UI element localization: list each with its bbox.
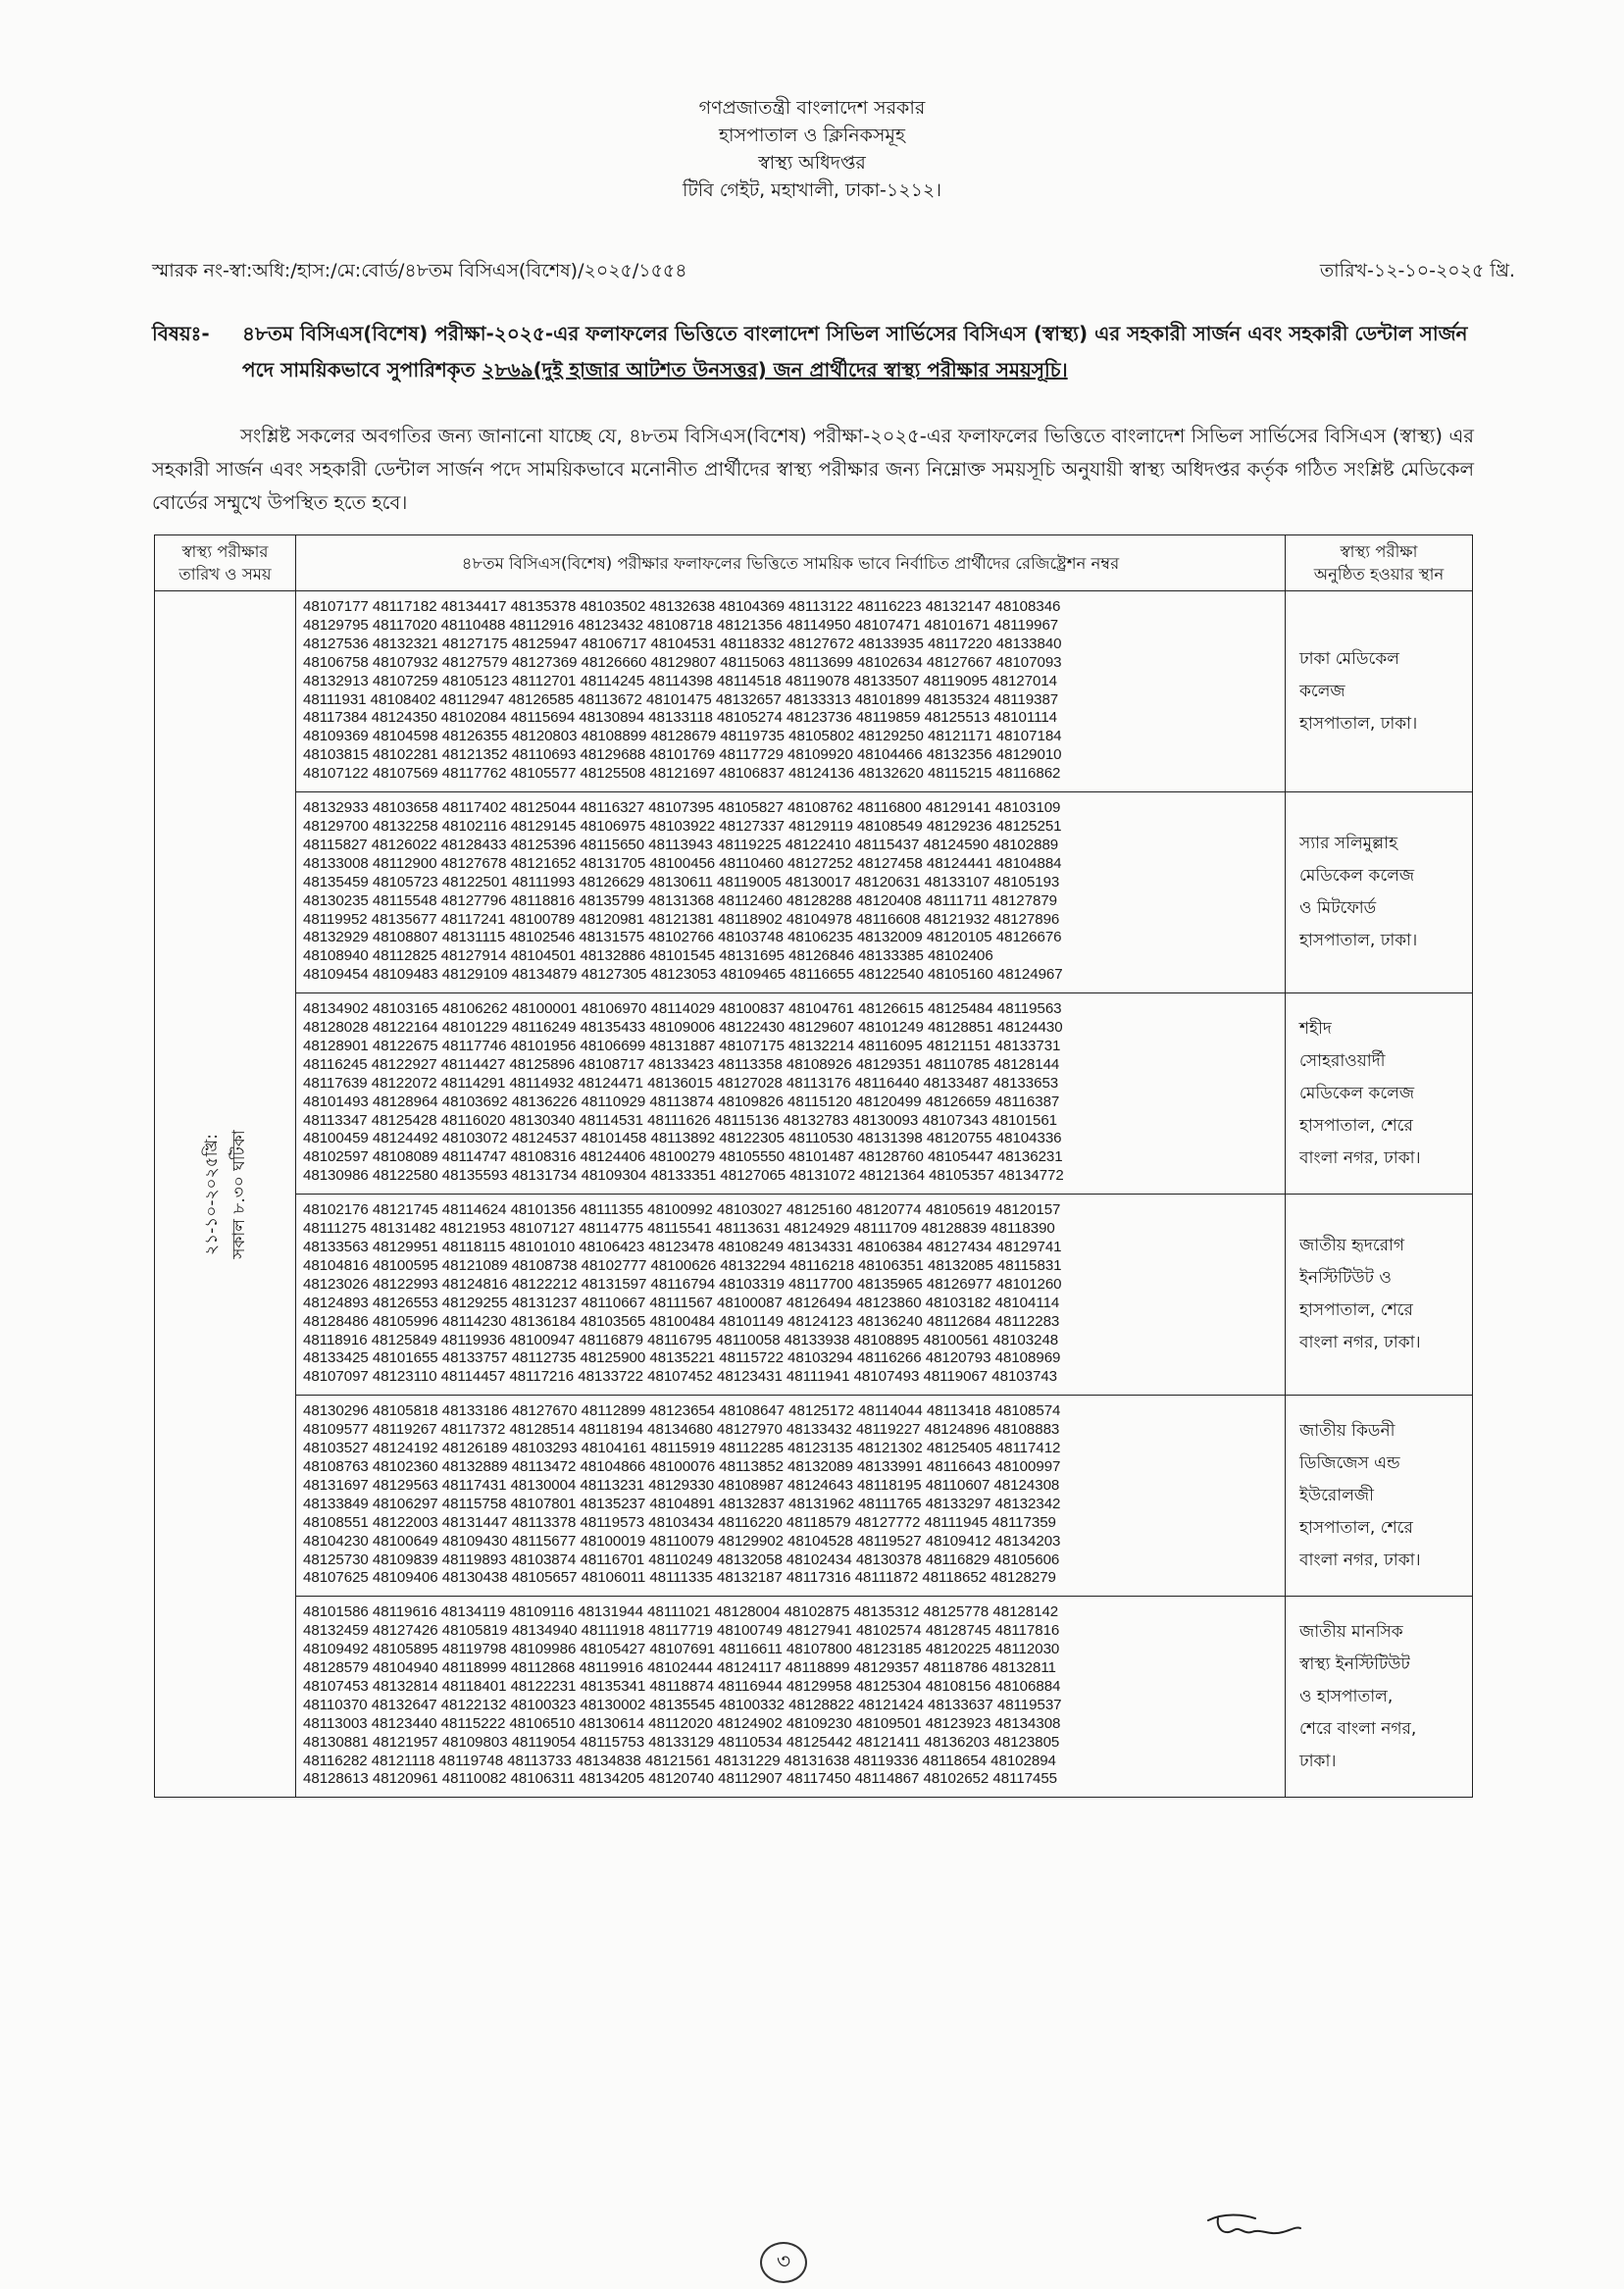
- registration-number-line: 48133008 48112900 48127678 48121652 48131705 48100456 48110460 48127252 48127458 48124441 48104884: [303, 854, 1062, 872]
- exam-venue-line: স্যার সলিমুল্লাহ: [1299, 834, 1397, 854]
- exam-venue-cell: [1286, 1597, 1473, 1798]
- registration-number-line: 48110370 48132647 48122132 48100323 48130002 48135545 48100332 48128822 48121424 48133637 48119537: [303, 1696, 1062, 1713]
- registration-number-line: 48108551 48122003 48131447 48113378 48119573 48103434 48116220 48118579 48127772 48111945 48117359: [303, 1513, 1056, 1531]
- exam-venue-line: ইনস্টিটিউট ও: [1299, 1268, 1392, 1289]
- registration-number-line: 48132459 48127426 48105819 48134940 48111918 48117719 48100749 48127941 48102574 48128745 48117816: [303, 1622, 1060, 1640]
- registration-number-line: 48133425 48101655 48133757 48112735 48125900 48135221 48115722 48103294 48116266 48120793 48108969: [303, 1349, 1061, 1367]
- exam-venue-line: শহীদ: [1299, 1018, 1332, 1039]
- exam-venue-line: স্বাস্থ্য ইনস্টিটিউট: [1299, 1653, 1410, 1674]
- registration-numbers-cell: [296, 993, 1286, 1195]
- header-place: স্বাস্থ্য পরীক্ষা অনুষ্ঠিত হওয়ার স্থান: [1286, 535, 1473, 591]
- registration-number-line: 48102597 48108089 48114747 48108316 48124406 48100279 48105550 48101487 48128760 48105447 48136231: [303, 1148, 1063, 1166]
- exam-venue-line: হাসপাতাল, শেরে: [1299, 1115, 1413, 1136]
- subject-main: ৪৮তম বিসিএস(বিশেষ) পরীক্ষা-২০২৫-এর ফলাফলের ভিত্তিতে বাংলাদেশ সিভিল সার্ভিসের বিসিএস (স্বাস্থ্য) এর সহকারী সার্জন এবং সহকারী ডেন্টাল সার্জন পদে সাময়িকভাবে সুপারিশকৃত: [242, 322, 1468, 382]
- registration-number-line: 48113003 48123440 48115222 48106510 48130614 48112020 48124902 48109230 48109501 48123923 48134308: [303, 1714, 1061, 1732]
- registration-number-line: 48107122 48107569 48117762 48105577 48125508 48121697 48106837 48124136 48132620 48115215 48116862: [303, 765, 1061, 783]
- registration-numbers-cell: [296, 1597, 1286, 1798]
- registration-number-line: 48115827 48126022 48128433 48125396 48115650 48113943 48119225 48122410 48115437 48124590 48102889: [303, 836, 1059, 853]
- exam-venue-cell: [1286, 993, 1473, 1195]
- registration-number-line: 48133563 48129951 48118115 48101010 48106423 48123478 48108249 48134331 48106384 48127434 48129741: [303, 1239, 1062, 1255]
- registration-number-line: 48101586 48119616 48134119 48109116 48131944 48111021 48128004 48102875 48135312 48125778 48128142: [303, 1603, 1059, 1621]
- exam-venue-cell: [1286, 591, 1473, 792]
- subject-block: [152, 316, 1471, 388]
- exam-venue-line: ও মিটফোর্ড: [1299, 898, 1377, 919]
- registration-numbers-cell: [296, 591, 1286, 792]
- registration-number-line: 48106758 48107932 48127579 48127369 48126660 48129807 48115063 48113699 48102634 48127667 48107093: [303, 653, 1062, 671]
- registration-number-line: 48108940 48112825 48127914 48104501 48132886 48101545 48131695 48126846 48133385 48102406: [303, 947, 993, 965]
- registration-number-line: 48128486 48105996 48114230 48136184 48103565 48100484 48101149 48124123 48136240 48112684 48112283: [303, 1312, 1060, 1330]
- registration-number-line: 48124893 48126553 48129255 48131237 48110667 48111567 48100087 48126494 48123860 48103182 48104114: [303, 1294, 1060, 1311]
- registration-number-line: 48113347 48125428 48116020 48130340 48114531 48111626 48115136 48132783 48130093 48107343 48101561: [303, 1111, 1058, 1129]
- registration-number-line: 48104816 48100595 48121089 48108738 48102777 48100626 48132294 48116218 48106351 48132085 48115831: [303, 1256, 1062, 1274]
- exam-venue-line: হাসপাতাল, ঢাকা।: [1299, 931, 1418, 951]
- registration-number-line: 48130881 48121957 48109803 48119054 48115753 48133129 48110534 48125442 48121411 48136203 48123805: [303, 1733, 1060, 1751]
- memo-reference: স্মারক নং-স্বা:অধি:/হাস:/মে:বোর্ড/৪৮তম বিসিএস(বিশেষ)/২০২৫/১৫৫৪: [152, 260, 687, 281]
- signature: [1204, 2207, 1302, 2244]
- registration-number-line: 48135459 48105723 48122501 48111993 48126629 48130611 48119005 48130017 48120631 48133107 48105193: [303, 873, 1060, 890]
- registration-number-line: 48109369 48104598 48126355 48120803 48108899 48128679 48119735 48105802 48129250 48121171 48107184: [303, 728, 1062, 745]
- exam-venue-line: ডিজিজেস এন্ড: [1299, 1452, 1400, 1473]
- office-header: [0, 94, 1624, 204]
- header-date-time: স্বাস্থ্য পরীক্ষার তারিখ ও সময়: [155, 535, 296, 591]
- registration-number-line: 48109492 48105895 48119798 48109986 48105427 48107691 48116611 48107800 48123185 48120225 48112030: [303, 1641, 1060, 1658]
- exam-venue-line: হাসপাতাল, শেরে: [1299, 1517, 1413, 1538]
- exam-date-time-cell: [155, 591, 296, 1798]
- registration-number-line: 48103815 48102281 48121352 48110693 48129688 48101769 48117729 48109920 48104466 48132356 48129010: [303, 746, 1062, 764]
- registration-numbers-cell: [296, 1396, 1286, 1597]
- exam-time: সকাল ৮.৩০ ঘটিকা: [228, 1129, 249, 1259]
- exam-venue-cell: [1286, 1195, 1473, 1396]
- exam-venue-line: ইউরোলজী: [1299, 1485, 1374, 1505]
- exam-venue-line: ও হাসপাতাল,: [1299, 1686, 1394, 1706]
- subject-underlined: ২৮৬৯(দুই হাজার আটশত উনসত্তর) জন প্রার্থীদের স্বাস্থ্য পরীক্ষার সময়সূচি।: [482, 358, 1068, 382]
- registration-number-line: 48132929 48108807 48131115 48102546 48131575 48102766 48103748 48106235 48132009 48120105 48126676: [303, 929, 1062, 946]
- registration-number-line: 48116245 48122927 48114427 48125896 48108717 48133423 48113358 48108926 48129351 48110785 48128144: [303, 1055, 1060, 1073]
- registration-number-line: 48127536 48132321 48127175 48125947 48106717 48104531 48118332 48127672 48133935 48117220 48133840: [303, 635, 1062, 652]
- registration-number-line: 48123026 48122993 48124816 48122212 48131597 48116794 48103319 48117700 48135965 48126977 48101260: [303, 1275, 1062, 1293]
- registration-number-line: 48132933 48103658 48117402 48125044 48116327 48107395 48105827 48108762 48116800 48129141 48103109: [303, 799, 1061, 817]
- registration-number-line: 48118916 48125849 48119936 48100947 48116879 48116795 48110058 48133938 48108895 48100561 48103248: [303, 1331, 1059, 1348]
- exam-venue-line: মেডিকেল কলেজ: [1299, 1083, 1415, 1103]
- subject-label: বিষয়ঃ-: [152, 322, 210, 345]
- registration-number-line: 48117384 48124350 48102084 48115694 48130894 48133118 48105274 48123736 48119859 48125513 48101114: [303, 709, 1058, 727]
- exam-date-time: [198, 1130, 253, 1259]
- registration-number-line: 48109454 48109483 48129109 48134879 48127305 48123053 48109465 48116655 48122540 48105160 48124967: [303, 966, 1063, 984]
- memo-date: তারিখ-১২-১০-২০২৫ খ্রি.: [1319, 260, 1515, 281]
- header-line: গণপ্রজাতন্ত্রী বাংলাদেশ সরকার: [698, 97, 926, 119]
- table-row: [155, 1597, 1473, 1798]
- registration-number-line: 48111931 48108402 48112947 48126585 48113672 48101475 48132657 48133313 48101899 48135324 48119387: [303, 690, 1059, 708]
- registration-number-line: 48128613 48120961 48110082 48106311 48134205 48120740 48112907 48117450 48114867 48102652 48117455: [303, 1770, 1058, 1788]
- registration-number-line: 48107625 48109406 48130438 48105657 48106011 48111335 48132187 48117316 48111872 48118652 48128279: [303, 1569, 1056, 1587]
- registration-number-line: 48101493 48128964 48103692 48136226 48110929 48113874 48109826 48115120 48120499 48126659 48116387: [303, 1093, 1060, 1110]
- exam-venue-line: বাংলা নগর, ঢাকা।: [1299, 1333, 1421, 1353]
- exam-venue-line: ঢাকা।: [1299, 1751, 1337, 1771]
- registration-number-line: 48109577 48119267 48117372 48128514 48118194 48134680 48127970 48133432 48119227 48124896 48108883: [303, 1421, 1060, 1439]
- table-row: [155, 591, 1473, 792]
- exam-venue-line: হাসপাতাল, ঢাকা।: [1299, 713, 1418, 734]
- body-paragraph: সংশ্লিষ্ট সকলের অবগতির জন্য জানানো যাচ্ছে যে, ৪৮তম বিসিএস(বিশেষ) পরীক্ষা-২০২৫-এর ফলাফলের ভিত্তিতে বাংলাদেশ সিভিল সার্ভিসের বিসিএস (স্বাস্থ্য) এর সহকারী সার্জন এবং সহকারী ডেন্টাল সার্জন পদে সাময়িকভাবে মনোনীত প্রার্থীদের স্বাস্থ্য পরীক্ষার জন্য নিম্নোক্ত সময়সূচি অনুযায়ী স্বাস্থ্য অধিদপ্তর কর্তৃক গঠিত সংশ্লিষ্ট মেডিকেল বোর্ডের সম্মুখে উপস্থিত হতে হবে।: [152, 425, 1474, 514]
- header-registration: ৪৮তম বিসিএস(বিশেষ) পরীক্ষার ফলাফলের ভিত্তিতে সাময়িক ভাবে নির্বাচিত প্রার্থীদের রেজিষ্ট্রেশন নম্বর: [296, 535, 1286, 591]
- registration-number-line: 48104230 48100649 48109430 48115677 48100019 48110079 48129902 48104528 48119527 48109412 48134203: [303, 1532, 1061, 1550]
- header-line: টিবি গেইট, মহাখালী, ঢাকা-১২১২।: [682, 179, 942, 201]
- exam-venue-line: জাতীয় হৃদরোগ: [1299, 1236, 1405, 1256]
- registration-number-line: 48117639 48122072 48114291 48114932 48124471 48136015 48127028 48113176 48116440 48133487 48133653: [303, 1074, 1059, 1092]
- registration-number-line: 48107453 48132814 48118401 48122231 48135341 48118874 48116944 48129958 48125304 48108156 48106884: [303, 1677, 1061, 1695]
- registration-number-line: 48111275 48131482 48121953 48107127 48114775 48115541 48113631 48124929 48111709 48128839 48118390: [303, 1220, 1055, 1238]
- registration-numbers-cell: [296, 792, 1286, 993]
- subject-text: [242, 316, 1471, 388]
- exam-venue-line: জাতীয় কিডনী: [1299, 1420, 1396, 1441]
- exam-venue-line: বাংলা নগর, ঢাকা।: [1299, 1550, 1421, 1570]
- exam-venue-line: কলেজ: [1299, 681, 1345, 701]
- registration-number-line: 48107097 48123110 48114457 48117216 48133722 48107452 48123431 48111941 48107493 48119067 48103743: [303, 1368, 1058, 1386]
- table-header-row: [155, 535, 1473, 591]
- exam-venue-line: জাতীয় মানসিক: [1299, 1621, 1403, 1642]
- registration-number-line: 48129700 48132258 48102116 48129145 48106975 48103922 48127337 48129119 48108549 48129236 48125251: [303, 817, 1062, 835]
- registration-number-line: 48128028 48122164 48101229 48116249 48135433 48109006 48122430 48129607 48101249 48128851 48124430: [303, 1019, 1063, 1037]
- registration-number-line: 48107177 48117182 48134417 48135378 48103502 48132638 48104369 48113122 48116223 48132147 48108346: [303, 598, 1061, 615]
- schedule-table: [154, 534, 1473, 1798]
- header-line: স্বাস্থ্য অধিদপ্তর: [758, 152, 866, 174]
- exam-venue-line: হাসপাতাল, শেরে: [1299, 1300, 1413, 1321]
- registration-number-line: 48125730 48109839 48119893 48103874 48116701 48110249 48132058 48102434 48130378 48116829 48105606: [303, 1551, 1060, 1568]
- exam-venue-line: শেরে বাংলা নগর,: [1299, 1718, 1417, 1739]
- exam-venue-cell: [1286, 792, 1473, 993]
- exam-date: ২১-১০-২০২৫খ্রি:: [201, 1133, 222, 1255]
- registration-number-line: 48130986 48122580 48135593 48131734 48109304 48133351 48127065 48131072 48121364 48105357 48134772: [303, 1167, 1064, 1185]
- registration-number-line: 48119952 48135677 48117241 48100789 48120981 48121381 48118902 48104978 48116608 48121932 48127896: [303, 910, 1060, 928]
- exam-venue-line: ঢাকা মেডিকেল: [1299, 648, 1399, 669]
- exam-venue-line: মেডিকেল কলেজ: [1299, 866, 1415, 887]
- registration-number-line: 48128901 48122675 48117746 48101956 48106699 48131887 48107175 48132214 48116095 48121151 48133731: [303, 1037, 1061, 1054]
- memo-row: [152, 257, 1515, 286]
- exam-venue-line: সোহরাওয়ার্দী: [1299, 1050, 1386, 1071]
- registration-number-line: 48131697 48129563 48117431 48130004 48113231 48129330 48108987 48124643 48118195 48110607 48124308: [303, 1476, 1060, 1494]
- registration-number-line: 48129795 48117020 48110488 48112916 48123432 48108718 48121356 48114950 48107471 48101671 48119967: [303, 616, 1059, 634]
- registration-number-line: 48116282 48121118 48119748 48113733 48134838 48121561 48131229 48131638 48119336 48118654 48102894: [303, 1752, 1056, 1769]
- registration-number-line: 48134902 48103165 48106262 48100001 48106970 48114029 48100837 48104761 48126615 48125484 48119563: [303, 1000, 1062, 1018]
- registration-number-line: 48103527 48124192 48126189 48103293 48104161 48115919 48112285 48123135 48121302 48125405 48117412: [303, 1440, 1061, 1457]
- registration-number-line: 48108763 48102360 48132889 48113472 48104866 48100076 48113852 48132089 48133991 48116643 48100997: [303, 1457, 1061, 1475]
- header-line: হাসপাতাল ও ক্লিনিকসমূহ: [719, 125, 905, 146]
- registration-number-line: 48132913 48107259 48105123 48112701 48114245 48114398 48114518 48119078 48133507 48119095 48127014: [303, 672, 1058, 689]
- exam-venue-cell: [1286, 1396, 1473, 1597]
- registration-number-line: 48130296 48105818 48133186 48127670 48112899 48123654 48108647 48125172 48114044 48113418 48108574: [303, 1402, 1061, 1420]
- table-row: [155, 1195, 1473, 1396]
- exam-venue-line: বাংলা নগর, ঢাকা।: [1299, 1147, 1421, 1168]
- registration-numbers-cell: [296, 1195, 1286, 1396]
- page-number: ৩: [760, 2242, 807, 2283]
- registration-number-line: 48128579 48104940 48118999 48112868 48119916 48102444 48124117 48118899 48129357 48118786 48132811: [303, 1659, 1056, 1677]
- table-row: [155, 993, 1473, 1195]
- table-row: [155, 1396, 1473, 1597]
- registration-number-line: 48133849 48106297 48115758 48107801 48135237 48104891 48132837 48131962 48111765 48133297 48132342: [303, 1495, 1061, 1512]
- registration-number-line: 48130235 48115548 48127796 48118816 48135799 48131368 48112460 48128288 48120408 48111711 48127879: [303, 891, 1058, 909]
- registration-number-line: 48102176 48121745 48114624 48101356 48111355 48100992 48103027 48125160 48120774 48105619 48120157: [303, 1201, 1061, 1219]
- table-row: [155, 792, 1473, 993]
- registration-number-line: 48100459 48124492 48103072 48124537 48101458 48113892 48122305 48110530 48131398 48120755 48104336: [303, 1130, 1062, 1147]
